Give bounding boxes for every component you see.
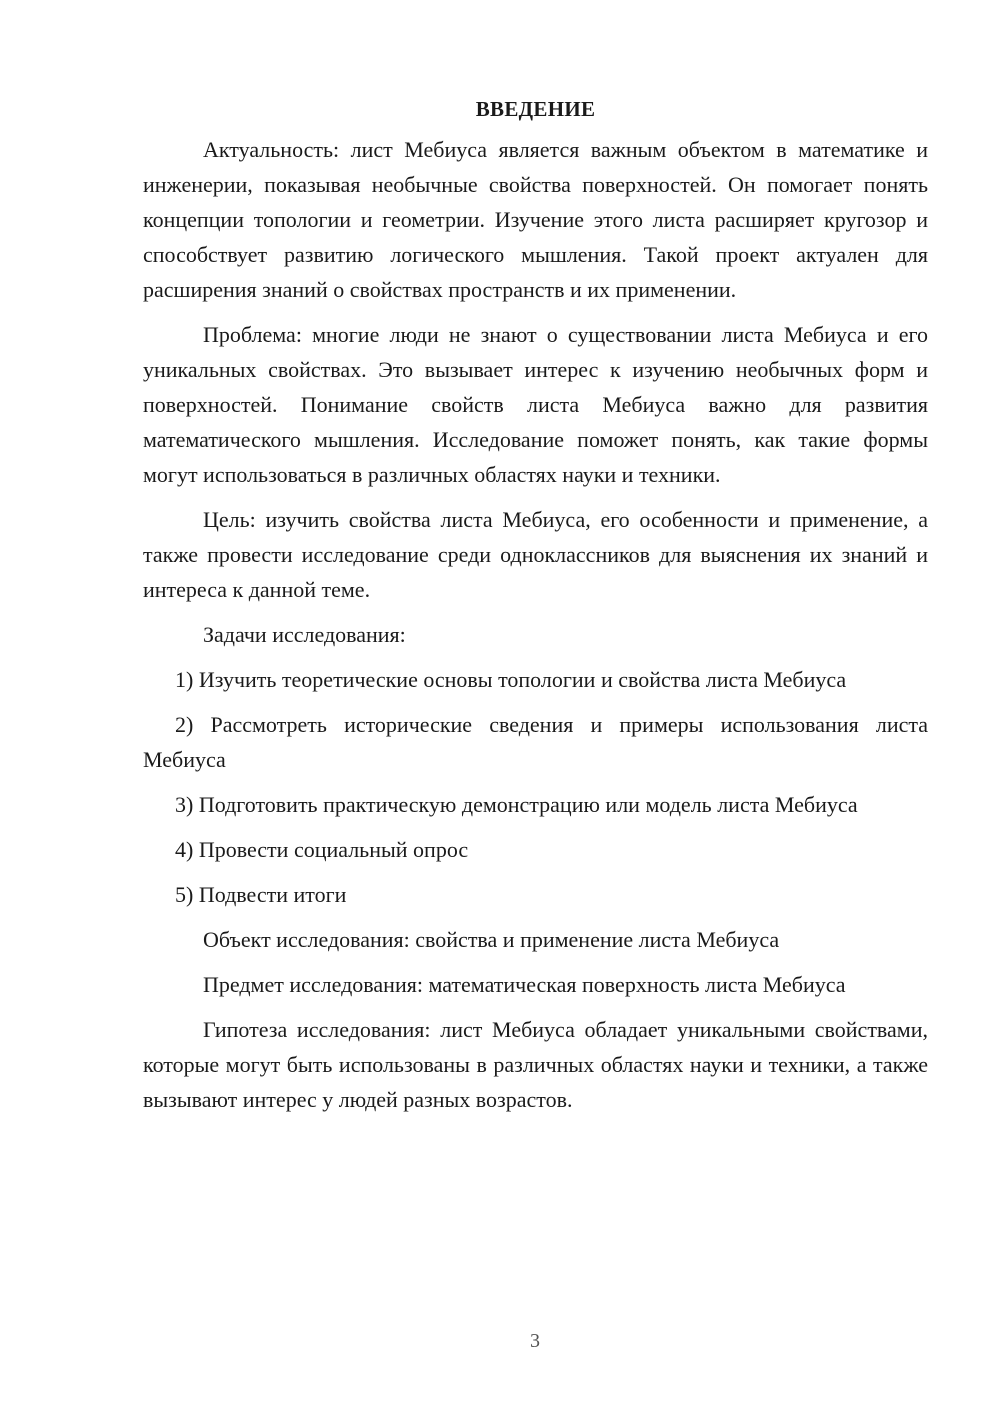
problem-paragraph: Проблема: многие люди не знают о существовании листа Мебиуса и его уникальных свойствах. Это вызывает интерес к изучению необычных форм и поверхностей. Понимание свойств листа Мебиуса важно для развития математического мышления. Исследование поможет понять, как такие формы могут использоваться в различных областях науки и техники. xyxy=(143,322,928,487)
hypothesis-paragraph: Гипотеза исследования: лист Мебиуса обладает уникальными свойствами, которые могут быть использованы в различных областях науки и техники, а также вызывают интерес у людей разных возрастов. xyxy=(143,1017,928,1112)
research-object: Объект исследования: свойства и применение листа Мебиуса xyxy=(203,927,780,952)
relevance-paragraph: Актуальность: лист Мебиуса является важным объектом в математике и инженерии, показывая необычные свойства поверхностей. Он помогает понять концепции топологии и геометрии. Изучение этого листа расширяет кругозор и способствует развитию логического мышления. Такой проект актуален для расширения знаний о свойствах пространств и их применении. xyxy=(143,137,928,302)
page-content xyxy=(143,92,928,1117)
page-number: 3 xyxy=(530,1330,540,1352)
task-item: 2) Рассмотреть исторические сведения и примеры использования листа Мебиуса xyxy=(143,712,928,772)
task-item: 1) Изучить теоретические основы топологии и свойства листа Мебиуса xyxy=(175,667,847,692)
task-item: 5) Подвести итоги xyxy=(175,882,347,907)
tasks-title: Задачи исследования: xyxy=(203,622,406,647)
task-item: 4) Провести социальный опрос xyxy=(175,837,469,862)
task-item: 3) Подготовить практическую демонстрацию или модель листа Мебиуса xyxy=(175,792,858,817)
section-heading: ВВЕДЕНИЕ xyxy=(475,97,596,121)
goal-paragraph: Цель: изучить свойства листа Мебиуса, его особенности и применение, а также провести исследование среди одноклассников для выяснения их знаний и интереса к данной теме. xyxy=(143,507,928,602)
research-subject: Предмет исследования: математическая поверхность листа Мебиуса xyxy=(203,972,846,997)
